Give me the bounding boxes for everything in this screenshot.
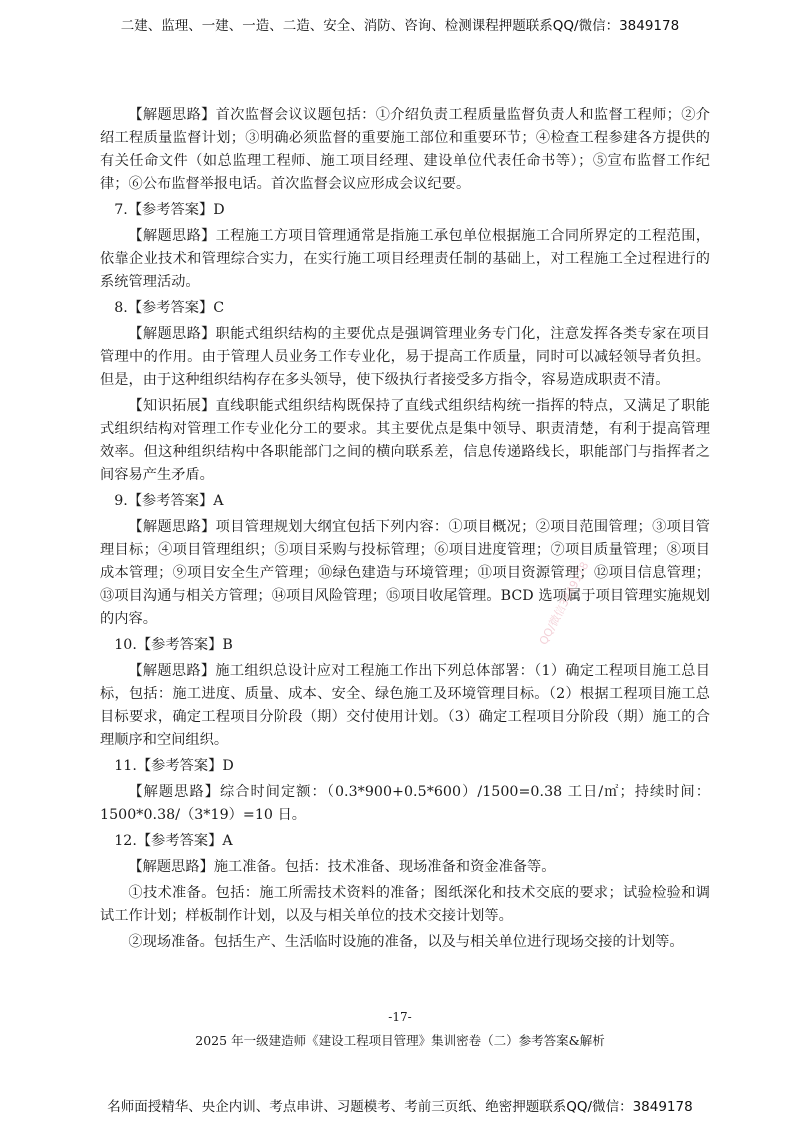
paragraph: 【解题思路】职能式组织结构的主要优点是强调管理业务专门化，注意发挥各类专家在项目管理中的作用。由于管理人员业务工作专业化，易于提高工作质量，同时可以减轻领导者负担。但是，由于这种组织结构存在多头领导，使下级执行者接受多方指令，容易造成职责不清。 — [100, 326, 710, 388]
answer-line: 11.【参考答案】D — [114, 758, 234, 774]
paragraph: 【解题思路】项目管理规划大纲宜包括下列内容：①项目概况；②项目范围管理；③项目管理目标；④项目管理组织；⑤项目采购与投标管理；⑥项目进度管理；⑦项目质量管理；⑧项目成本管理；⑨项目安全生产管理；⑩绿色建造与环境管理；⑪项目资源管理；⑫项目信息管理；⑬项目沟通与相关方管理；⑭项目风险管理；⑮项目收尾管理。BCD 选项属于项目管理实施规划的内容。 — [100, 519, 710, 627]
paragraph: 【解题思路】工程施工方项目管理通常是指施工承包单位根据施工合同所界定的工程范围，依靠企业技术和管理综合实力，在实行施工项目经理责任制的基础上，对工程施工全过程进行的系统管理活动。 — [100, 228, 710, 290]
paragraph: 【解题思路】施工准备。包括：技术准备、现场准备和资金准备等。 — [128, 859, 556, 875]
paragraph: 【解题思路】首次监督会议议题包括：①介绍负责工程质量监督负责人和监督工程师；②介绍工程质量监督计划；③明确必须监督的重要施工部位和重要环节；④检查工程参建各方提供的有关任命文件（如总监理工程师、施工项目经理、建设单位代表任命书等）；⑤宣布监督工作纪律；⑥公布监督举报电话。首次监督会议应形成会议纪要。 — [100, 107, 710, 192]
answer-line: 10.【参考答案】B — [114, 637, 233, 653]
answer-line: 12.【参考答案】A — [114, 833, 233, 849]
answer-line: 9.【参考答案】A — [114, 493, 224, 509]
answer-line: 8.【参考答案】C — [114, 300, 225, 316]
paragraph: ①技术准备。包括：施工所需技术资料的准备；图纸深化和技术交底的要求；试验检验和调试工作计划；样板制作计划，以及与相关单位的技术交接计划等。 — [100, 885, 710, 924]
paragraph: ②现场准备。包括生产、生活临时设施的准备，以及与相关单位进行现场交接的计划等。 — [128, 934, 684, 950]
page-title: 2025 年一级建造师《建设工程项目管理》集训密卷（二）参考答案&解析 — [195, 1033, 605, 1048]
page-header-banner: 二建、监理、一建、一造、二造、安全、消防、咨询、检测课程押题联系QQ/微信：3849178 — [120, 18, 680, 34]
paragraph: 【知识拓展】直线职能式组织结构既保持了直线式组织结构统一指挥的特点，又满足了职能式组织结构对管理工作专业化分工的要求。其主要优点是集中领导、职责清楚，有利于提高管理效率。但这种组织结构中各职能部门之间的横向联系差，信息传递路线长，职能部门与指挥者之间容易产生矛盾。 — [100, 398, 710, 483]
page-number: -17- — [388, 1010, 412, 1024]
watermark: QQ/微信3849178 — [536, 559, 592, 648]
paragraph: 【解题思路】施工组织总设计应对工程施工作出下列总体部署：（1）确定工程项目施工总目标，包括：施工进度、质量、成本、安全、绿色施工及环境管理目标。（2）根据工程项目施工总目标要求，确定工程项目分阶段（期）交付使用计划。（3）确定工程项目分阶段（期）施工的合理顺序和空间组织。 — [100, 663, 710, 748]
paragraph: 【解题思路】综合时间定额：（0.3*900+0.5*600）/1500=0.38 工日/㎡；持续时间：1500*0.38/（3*19）=10 日。 — [100, 784, 710, 823]
page-footer-banner: 名师面授精华、央企内训、考点串讲、习题模考、考前三页纸、绝密押题联系QQ/微信：3849178 — [107, 1099, 693, 1115]
answer-line: 7.【参考答案】D — [114, 202, 225, 218]
document-body — [100, 104, 710, 957]
